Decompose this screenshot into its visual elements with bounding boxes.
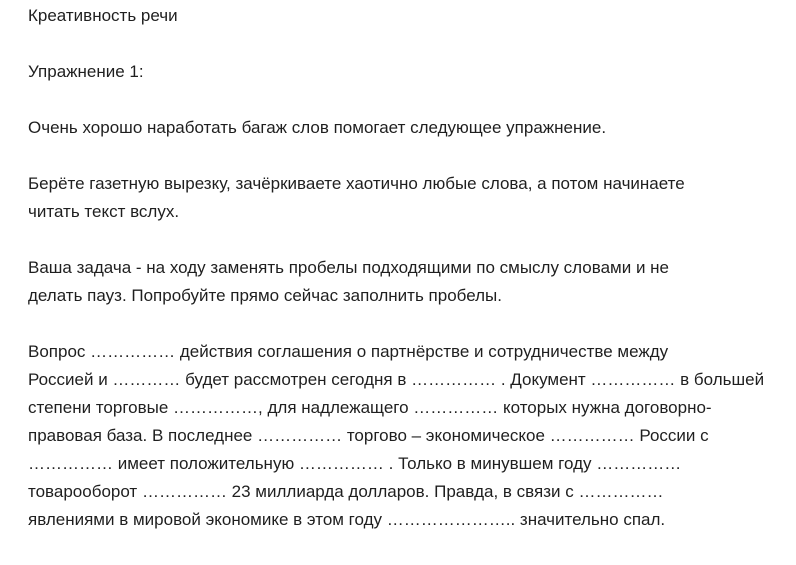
instruction-line: Берёте газетную вырезку, зачёркиваете хаотично любые слова, а потом начинаете xyxy=(28,174,685,193)
exercise-text-line: товарооборот …………… 23 миллиарда долларов. Правда, в связи с …………… xyxy=(28,482,664,501)
exercise-text-line: Россией и ………… будет рассмотрен сегодня в …………… . Документ …………… в большей xyxy=(28,370,765,389)
document-title: Креативность речи xyxy=(28,6,178,25)
task-line: делать пауз. Попробуйте прямо сейчас заполнить пробелы. xyxy=(28,286,502,305)
exercise-text-line: степени торговые ……………, для надлежащего …………… которых нужна договорно- xyxy=(28,398,712,417)
exercise-heading: Упражнение 1: xyxy=(28,62,144,81)
exercise-text-line: …………… имеет положительную …………… . Только в минувшем году …………… xyxy=(28,454,682,473)
exercise-text-line: правовая база. В последнее …………… торгово – экономическое …………… России с xyxy=(28,426,709,445)
instruction-paragraph xyxy=(28,170,788,226)
instruction-line: читать текст вслух. xyxy=(28,202,180,221)
intro-paragraph: Очень хорошо наработать багаж слов помогает следующее упражнение. xyxy=(28,118,607,137)
task-paragraph xyxy=(28,254,788,310)
exercise-text-line: явлениями в мировой экономике в этом году ………………….. значительно спал. xyxy=(28,510,666,529)
exercise-text-paragraph xyxy=(28,338,788,534)
exercise-text-line: Вопрос …………… действия соглашения о партнёрстве и сотрудничестве между xyxy=(28,342,669,361)
task-line: Ваша задача - на ходу заменять пробелы подходящими по смыслу словами и не xyxy=(28,258,670,277)
document-body xyxy=(28,2,788,534)
